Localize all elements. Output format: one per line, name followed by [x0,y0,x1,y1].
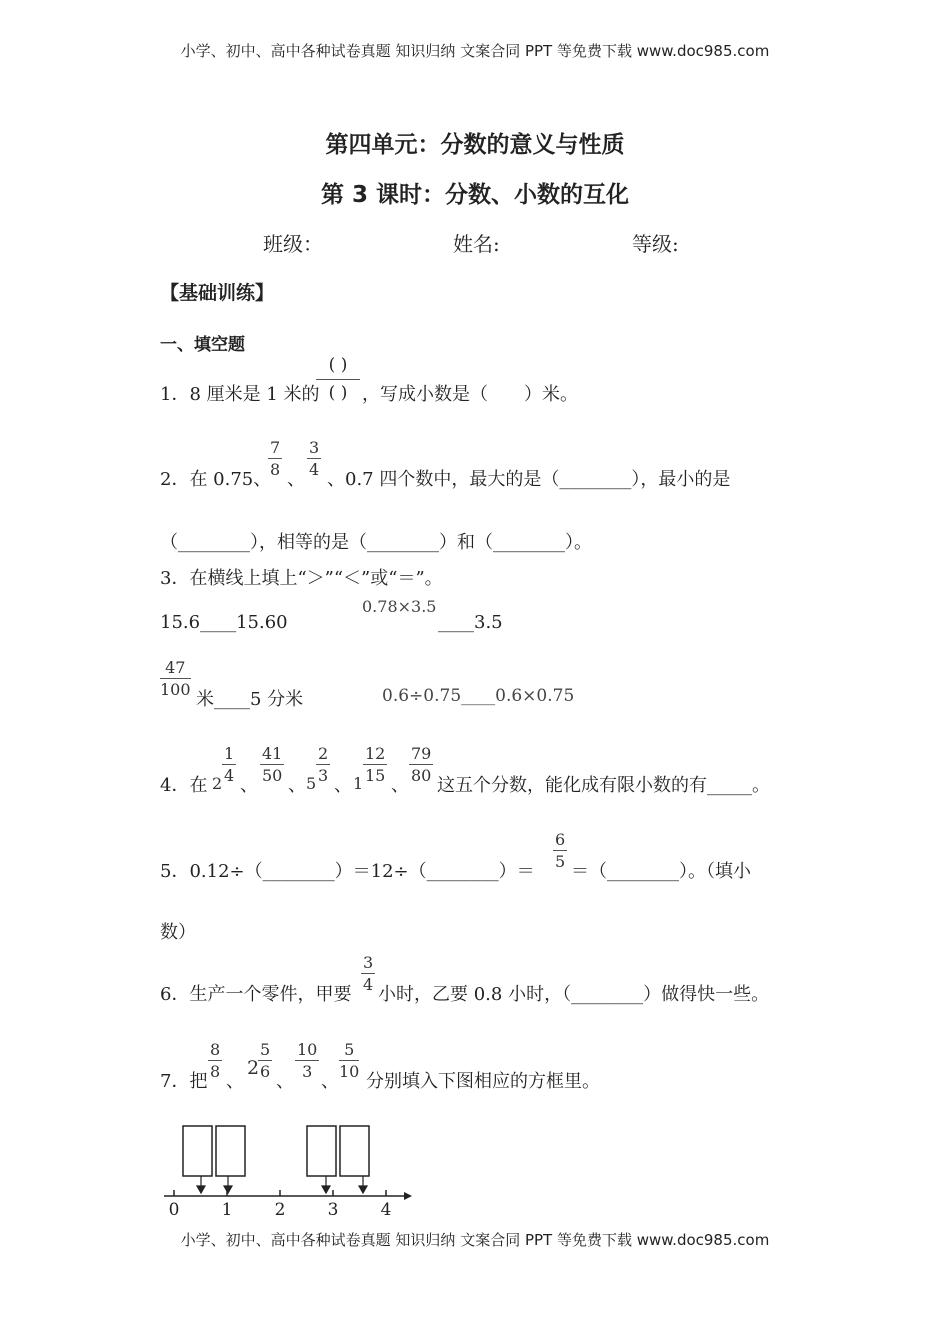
question-6-text: 6．生产一个零件，甲要 [160,984,352,1005]
q4-m1-denominator: 4 [224,766,235,785]
tick-label-0: 0 [168,1200,180,1220]
q3-compare-c: 米____5 分米 [196,689,304,710]
q4-m4-numerator: 12 [365,744,386,763]
pointer-arrows [197,1176,367,1193]
q4-fraction-41-50 [260,746,284,784]
axis-ticks [174,1190,386,1196]
q7-m2-int: 2 [247,1057,260,1079]
q1-blank-numerator: ( ) [328,355,348,375]
q4-fraction-79-80 [409,746,433,784]
question-5-text: 5．0.12÷（________）＝12÷（________）＝ [160,861,535,882]
page-title: 第四单元：分数的意义与性质 [325,132,625,158]
question-1-text: 1．8 厘米是 1 米的 [160,384,320,405]
q4-fraction-2-3 [316,746,330,784]
q6-denominator: 4 [363,975,374,994]
section-heading: 【基础训练】 [160,282,275,304]
answer-box-4[interactable] [340,1126,369,1176]
tick-label-2: 2 [274,1200,286,1220]
q4-m1-int: 2 [212,774,223,793]
question-3-text: 3．在横线上填上“＞”“＜”或“＝”。 [160,568,443,589]
q7-f1-numerator: 8 [210,1040,221,1059]
question-2-rest: 、0.7 四个数中，最大的是（________），最小的是 [327,469,731,490]
q3-c-numerator: 47 [165,658,186,677]
q7-m2-denominator: 6 [260,1062,271,1081]
page-footer: 小学、初中、高中各种试卷真题 知识归纳 文案合同 PPT 等免费下载 www.doc985.com [180,1231,770,1249]
q7-fraction-5-6 [258,1042,272,1080]
q2-fraction-7-8 [268,440,282,478]
q4-m3-denominator: 3 [318,766,329,785]
q7-sep2: 、 [276,1071,294,1092]
q4-m3-numerator: 2 [318,744,329,763]
grade-label: 等级: [632,232,679,256]
q4-fraction-12-15 [363,746,387,784]
q5-denominator: 5 [555,852,566,871]
page-header: 小学、初中、高中各种试卷真题 知识归纳 文案合同 PPT 等免费下载 www.doc985.com [180,42,770,60]
q3-fraction-47-100 [160,660,191,698]
lesson-subtitle: 第 3 课时：分数、小数的互化 [320,182,630,208]
question-4-rest: 这五个分数，能化成有限小数的有_____。 [437,775,770,796]
question-2-line2: （________），相等的是（________）和（________）。 [160,532,592,553]
q1-blank-denominator: ( ) [328,383,348,403]
q4-m4-int: 1 [353,774,364,793]
q2-f2-numerator: 3 [309,438,320,457]
question-2-text: 2．在 0.75、 [160,469,272,490]
question-6-rest: 小时，乙要 0.8 小时，（________）做得快一些。 [378,984,770,1005]
q4-f2-numerator: 41 [262,744,283,763]
name-label: 姓名: [453,232,500,256]
q6-fraction-3-4 [361,955,375,993]
q4-sep3: 、 [334,775,352,796]
q7-f3-numerator: 10 [297,1040,318,1059]
q7-f4-denominator: 10 [339,1062,360,1081]
q6-numerator: 3 [363,953,374,972]
q4-m1-numerator: 1 [224,744,235,763]
answer-box-2[interactable] [216,1126,245,1176]
question-5-line2: 数） [160,922,196,943]
q2-f1-denominator: 8 [270,460,281,479]
q7-fraction-5-10 [339,1042,359,1080]
tick-label-1: 1 [221,1200,233,1220]
q2-f1-numerator: 7 [270,438,281,457]
question-4-text: 4．在 [160,775,208,796]
class-label: 班级： [263,232,323,256]
answer-box-3[interactable] [307,1126,336,1176]
q3-compare-a: 15.6____15.60 [160,612,288,633]
answer-box-1[interactable] [183,1126,212,1176]
q4-sep2: 、 [288,775,306,796]
q3-compare-b: ____3.5 [438,612,503,633]
number-line-diagram [150,1120,430,1220]
q4-m3-int: 5 [306,774,317,793]
question-7-rest: 分别填入下图相应的方框里。 [366,1071,600,1092]
q2-f2-denominator: 4 [309,460,320,479]
q2-separator: 、 [287,469,305,490]
q4-m4-denominator: 15 [365,766,386,785]
q7-sep3: 、 [321,1071,339,1092]
axis-arrowhead [404,1192,412,1200]
q5-numerator: 6 [555,830,566,849]
q4-f5-denominator: 80 [411,766,432,785]
question-1-rest: ，写成小数是（ ）米。 [362,384,578,405]
q4-f2-denominator: 50 [262,766,283,785]
q4-f5-numerator: 79 [411,744,432,763]
q5-fraction-6-5 [553,832,567,870]
q7-fraction-10-3 [295,1042,319,1080]
q3-compare-d: 0.6÷0.75____0.6×0.75 [382,686,575,706]
q7-f4-numerator: 5 [344,1040,355,1059]
q3-c-denominator: 100 [160,680,191,699]
q2-fraction-3-4 [307,440,321,478]
q4-sep4: 、 [391,775,409,796]
question-5-rest: ＝（________）。（填小 [571,861,751,882]
q3-expr-b: 0.78×3.5 [362,597,437,616]
tick-label-4: 4 [380,1200,392,1220]
q7-f3-denominator: 3 [302,1062,313,1081]
part-heading: 一、填空题 [160,335,245,355]
tick-label-3: 3 [327,1200,339,1220]
q7-sep1: 、 [226,1071,244,1092]
q7-fraction-8-8 [208,1042,222,1080]
q4-sep1: 、 [240,775,258,796]
q4-fraction-1-4 [222,746,236,784]
q1-fraction-bar [316,379,360,380]
q7-f1-denominator: 8 [210,1062,221,1081]
q7-m2-numerator: 5 [260,1040,271,1059]
question-7-text: 7．把 [160,1071,208,1092]
